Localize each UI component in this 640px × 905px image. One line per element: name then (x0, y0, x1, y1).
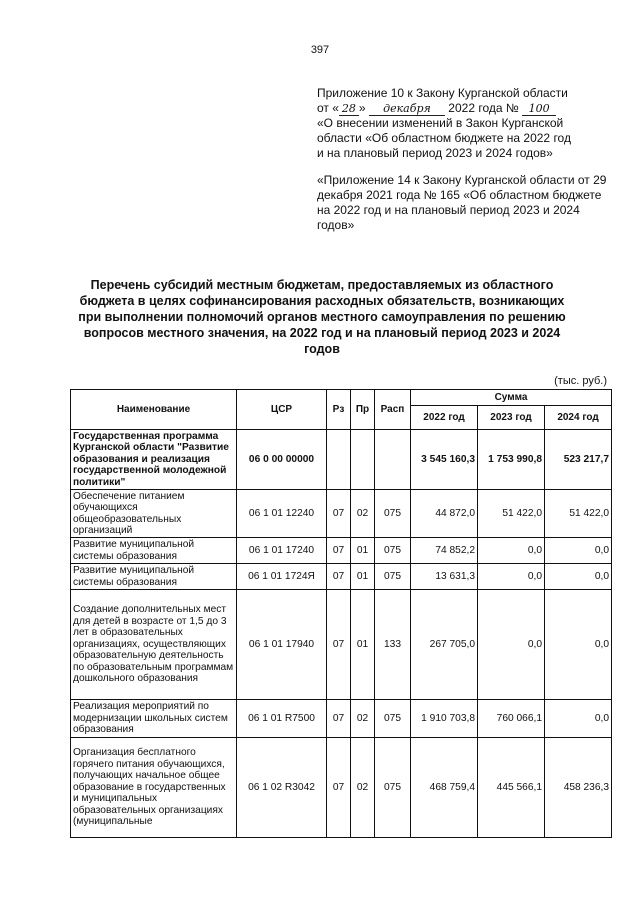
row-2024: 0,0 (545, 538, 612, 564)
row-csr: 06 1 01 R7500 (237, 700, 327, 738)
row-name: Развитие муниципальной системы образования (71, 538, 237, 564)
row-pr (351, 430, 375, 490)
row-pr: 02 (351, 490, 375, 538)
row-2022: 44 872,0 (411, 490, 478, 538)
row-csr: 06 1 01 1724Я (237, 564, 327, 590)
row-2022: 468 759,4 (411, 738, 478, 838)
row-rasp: 075 (375, 564, 411, 590)
row-rz: 07 (327, 490, 351, 538)
row-pr: 01 (351, 538, 375, 564)
row-pr: 01 (351, 564, 375, 590)
row-name: Обеспечение питанием обучающихся общеобразовательных организаций (71, 490, 237, 538)
row-pr: 02 (351, 700, 375, 738)
header-csr: ЦСР (237, 390, 327, 430)
table-row (71, 564, 612, 590)
row-2023: 760 066,1 (478, 700, 545, 738)
appendix-10-close-quote: » (358, 101, 366, 115)
row-2023: 1 753 990,8 (478, 430, 545, 490)
header-2023: 2023 год (478, 406, 545, 430)
row-rasp (375, 430, 411, 490)
appendix-10-header (317, 86, 617, 161)
row-2022: 13 631,3 (411, 564, 478, 590)
row-2023: 445 566,1 (478, 738, 545, 838)
header-2022: 2022 год (411, 406, 478, 430)
row-rasp: 075 (375, 538, 411, 564)
row-2024: 0,0 (545, 700, 612, 738)
header-sum: Сумма (411, 390, 612, 406)
row-rasp: 075 (375, 490, 411, 538)
appendix-10-year: 2022 года № (448, 101, 519, 115)
row-pr: 02 (351, 738, 375, 838)
handwritten-number: 100 (522, 103, 556, 116)
row-2024: 523 217,7 (545, 430, 612, 490)
row-rasp: 133 (375, 590, 411, 700)
row-2024: 458 236,3 (545, 738, 612, 838)
row-rz (327, 430, 351, 490)
table-row (71, 538, 612, 564)
appendix-10-from: от « (317, 101, 339, 115)
row-rasp: 075 (375, 700, 411, 738)
row-csr: 06 1 01 17940 (237, 590, 327, 700)
row-pr: 01 (351, 590, 375, 700)
row-2022: 267 705,0 (411, 590, 478, 700)
row-rz: 07 (327, 738, 351, 838)
subsidies-table (70, 389, 612, 838)
table-row (71, 700, 612, 738)
row-rasp: 075 (375, 738, 411, 838)
row-2022: 74 852,2 (411, 538, 478, 564)
row-2022: 1 910 703,8 (411, 700, 478, 738)
row-rz: 07 (327, 564, 351, 590)
header-pr: Пр (351, 390, 375, 430)
row-name: Развитие муниципальной системы образования (71, 564, 237, 590)
handwritten-month: декабря (369, 103, 445, 116)
row-name: Реализация мероприятий по модернизации школьных систем образования (71, 700, 237, 738)
row-2024: 0,0 (545, 564, 612, 590)
row-2023: 0,0 (478, 538, 545, 564)
row-2022: 3 545 160,3 (411, 430, 478, 490)
appendix-10-line4: области «Об областном бюджете на 2022 год (317, 131, 571, 145)
header-2024: 2024 год (545, 406, 612, 430)
appendix-10-date-line (317, 101, 617, 116)
appendix-10-line3: «О внесении изменений в Закон Курганской (317, 116, 564, 130)
appendix-14-text: «Приложение 14 к Закону Курганской области от 29 декабря 2021 года № 165 «Об областном бюджете на 2022 год и на плановый период 2023 и 2024 годов» (317, 173, 607, 232)
row-csr: 06 0 00 00000 (237, 430, 327, 490)
appendix-14-header (317, 173, 617, 233)
row-rz: 07 (327, 590, 351, 700)
table-row (71, 490, 612, 538)
appendix-10-line1: Приложение 10 к Закону Курганской области (317, 86, 568, 100)
row-rz: 07 (327, 700, 351, 738)
header-rasp: Расп (375, 390, 411, 430)
table-row (71, 738, 612, 838)
row-2024: 0,0 (545, 590, 612, 700)
row-name: Организация бесплатного горячего питания обучающихся, получающих начальное общее образование в государственных и муниципальных образовательных организациях (муниципальные (71, 738, 237, 838)
document-title: Перечень субсидий местным бюджетам, предоставляемых из областного бюджета в целях софинансирования расходных обязательств, возникающих при выполнении полномочий органов местного самоуправления по решению вопросов местного значения, на 2022 год и на плановый период 2023 и 2024 годов (78, 278, 566, 356)
row-rz: 07 (327, 538, 351, 564)
header-rz: Рз (327, 390, 351, 430)
row-csr: 06 1 01 12240 (237, 490, 327, 538)
page-number: 397 (310, 44, 330, 56)
units-label: (тыс. руб.) (554, 375, 607, 387)
appendix-10-line5: и на плановый период 2023 и 2024 годов» (317, 146, 553, 160)
row-csr: 06 1 01 17240 (237, 538, 327, 564)
row-2023: 0,0 (478, 590, 545, 700)
row-name: Создание дополнительных мест для детей в возрасте от 1,5 до 3 лет в образовательных организациях, осуществляющих образовательную деятельность по образовательным программам дошкольного образования (71, 590, 237, 700)
row-2023: 0,0 (478, 564, 545, 590)
row-2023: 51 422,0 (478, 490, 545, 538)
table-row (71, 590, 612, 700)
row-2024: 51 422,0 (545, 490, 612, 538)
row-csr: 06 1 02 R3042 (237, 738, 327, 838)
row-name: Государственная программа Курганской области "Развитие образования и реализация государственной молодежной политики" (71, 430, 237, 490)
table-row (71, 430, 612, 490)
header-name: Наименование (71, 390, 237, 430)
handwritten-day: 28 (339, 103, 359, 116)
